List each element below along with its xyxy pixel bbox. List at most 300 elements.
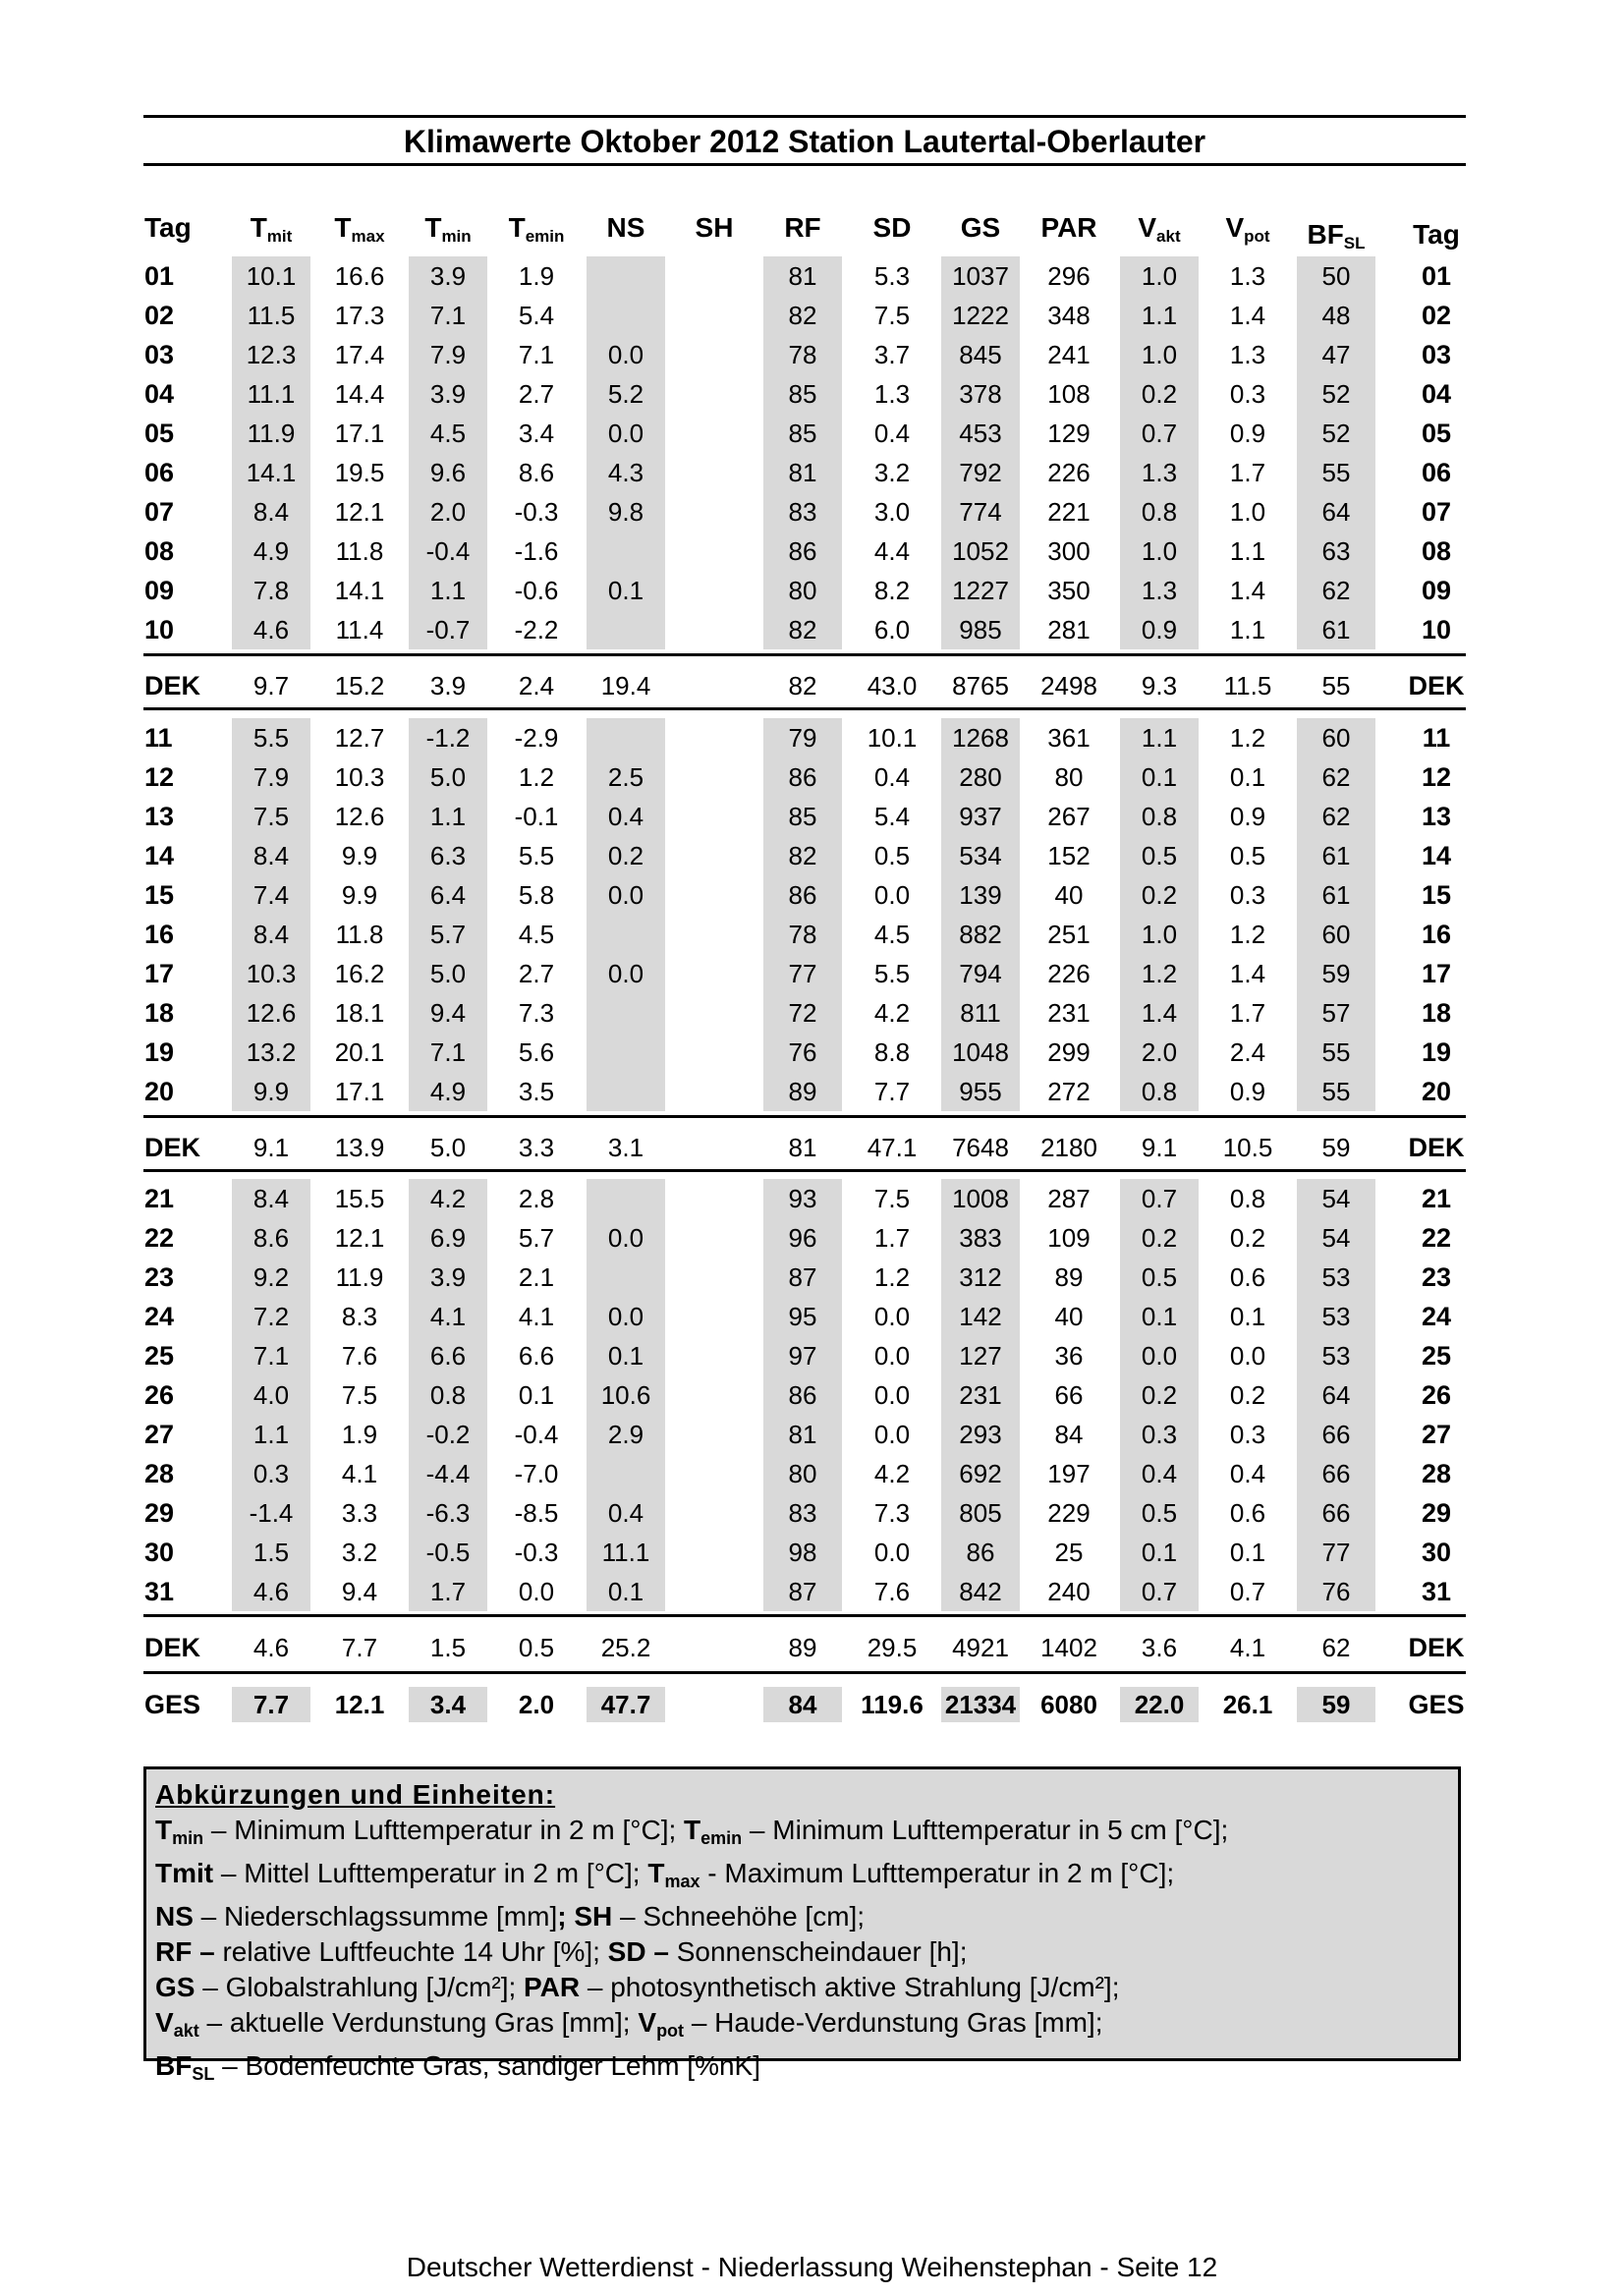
header-tag-right (1407, 215, 1466, 254)
legend-line (155, 1813, 1449, 1856)
cell-tag: 30 (144, 1538, 175, 1567)
cell-temin: 4.1 (518, 1302, 555, 1331)
cell-rf: 86 (788, 880, 817, 910)
cell-tmit: 12.6 (246, 998, 297, 1028)
cell-temin: 6.6 (518, 1341, 555, 1371)
cell-tmax: 15.5 (334, 1184, 385, 1213)
cell-par: 348 (1047, 301, 1091, 330)
cell-tmin: -0.2 (425, 1420, 471, 1449)
cell-bfsl: 54 (1321, 1184, 1351, 1213)
cell-ns (587, 1033, 665, 1072)
cell-sh (675, 1033, 754, 1072)
table-row (0, 1297, 1624, 1336)
cell-sd: 6.0 (873, 615, 911, 644)
cell-bfsl: 47 (1321, 340, 1351, 369)
cell-sh (675, 571, 754, 610)
cell-bfsl: 59 (1321, 1133, 1351, 1162)
cell-ns: 2.9 (607, 1420, 644, 1449)
legend-line (155, 1856, 1449, 1899)
cell-sh (675, 1454, 754, 1493)
cell-ns (587, 1454, 665, 1493)
cell-temin: 1.2 (518, 762, 555, 792)
cell-tag: 11 (144, 723, 173, 753)
title-top-rule (143, 115, 1466, 118)
cell-bfsl: 54 (1321, 1223, 1351, 1253)
cell-tmin: -4.4 (425, 1459, 471, 1488)
cell-tmin: 1.7 (429, 1577, 467, 1606)
cell-sd: 0.0 (873, 1380, 911, 1410)
cell-tag-right: 11 (1422, 723, 1451, 753)
legend-abbrev: RF – (155, 1936, 215, 1967)
decade-rule (143, 707, 1466, 710)
cell-tag-right: 15 (1421, 880, 1452, 910)
cell-tmax: 11.9 (335, 1262, 384, 1292)
cell-temin: -0.6 (514, 576, 559, 605)
table-row (0, 296, 1624, 335)
cell-tmax: 17.1 (334, 1077, 385, 1106)
cell-tmin: 9.4 (429, 998, 467, 1028)
cell-par: 231 (1047, 998, 1091, 1028)
cell-tag: 28 (144, 1459, 175, 1488)
cell-ns (587, 296, 665, 335)
legend-line (155, 1934, 1449, 1970)
cell-sd: 0.5 (873, 841, 911, 870)
cell-tag-right: DEK (1408, 671, 1465, 700)
cell-tag: 01 (144, 261, 175, 291)
legend-subscript: max (664, 1872, 700, 1891)
cell-par: 109 (1047, 1223, 1091, 1253)
cell-tag: 29 (144, 1498, 175, 1528)
cell-vpot: 0.9 (1229, 1077, 1266, 1106)
cell-temin: 5.4 (518, 301, 555, 330)
cell-bfsl: 62 (1321, 802, 1351, 831)
cell-tag: 07 (144, 497, 175, 527)
cell-rf: 78 (788, 340, 817, 369)
table-row (0, 1375, 1624, 1415)
legend-subscript: emin (700, 1828, 743, 1848)
cell-ns: 11.1 (601, 1538, 650, 1567)
cell-tag: 05 (144, 419, 175, 448)
table-row (0, 1179, 1624, 1218)
cell-vpot: 4.1 (1229, 1633, 1266, 1662)
cell-temin: 5.5 (518, 841, 555, 870)
cell-gs: 280 (959, 762, 1002, 792)
cell-ns: 47.7 (600, 1690, 651, 1719)
decade-rule (143, 1169, 1466, 1172)
cell-sh (675, 757, 754, 797)
cell-temin: 3.5 (518, 1077, 555, 1106)
cell-bfsl: 77 (1321, 1538, 1351, 1567)
table-row (0, 492, 1624, 532)
cell-vakt: 9.3 (1141, 671, 1178, 700)
cell-rf: 78 (788, 920, 817, 949)
cell-ns: 4.3 (607, 458, 644, 487)
cell-tag: 09 (144, 576, 175, 605)
header-ns (587, 208, 665, 248)
cell-par: 2498 (1040, 671, 1097, 700)
cell-tmin: 7.1 (429, 1037, 467, 1067)
cell-tmin: 4.1 (429, 1302, 467, 1331)
cell-vakt: 0.9 (1141, 615, 1178, 644)
cell-temin: -2.2 (514, 615, 559, 644)
cell-tmin: 9.6 (429, 458, 467, 487)
cell-rf: 98 (788, 1538, 817, 1567)
cell-sh (675, 915, 754, 954)
cell-vpot: 0.7 (1229, 1577, 1266, 1606)
cell-ns (587, 1258, 665, 1297)
cell-par: 287 (1047, 1184, 1091, 1213)
cell-sd: 4.4 (873, 536, 911, 566)
cell-sd: 4.2 (873, 1459, 911, 1488)
cell-gs: 8765 (952, 671, 1009, 700)
header-main: GS (960, 212, 1001, 243)
cell-temin: 2.4 (518, 671, 555, 700)
cell-bfsl: 63 (1321, 536, 1351, 566)
cell-tmax: 11.4 (335, 615, 384, 644)
cell-par: 240 (1047, 1577, 1091, 1606)
legend-text: Sonnenscheindauer [h]; (668, 1936, 968, 1967)
cell-tmax: 7.5 (341, 1380, 378, 1410)
cell-gs: 882 (959, 920, 1002, 949)
cell-tmit: 7.8 (252, 576, 290, 605)
cell-temin: 5.7 (518, 1223, 555, 1253)
cell-gs: 805 (959, 1498, 1002, 1528)
legend-abbrev: Tmit (155, 1858, 214, 1888)
legend-abbrev: ; SH (557, 1901, 613, 1932)
cell-tmit: 10.3 (246, 959, 297, 988)
cell-gs: 774 (959, 497, 1002, 527)
cell-rf: 82 (788, 615, 817, 644)
cell-temin: -2.9 (514, 723, 559, 753)
cell-ns: 0.1 (607, 576, 644, 605)
cell-rf: 97 (788, 1341, 817, 1371)
legend-text: – Minimum Lufttemperatur in 5 cm [°C]; (742, 1815, 1229, 1845)
header-tmin (409, 208, 487, 248)
header-vpot (1208, 208, 1287, 248)
cell-tag-right: 19 (1421, 1037, 1452, 1067)
cell-sh (675, 1493, 754, 1533)
header-sub: akt (1156, 227, 1181, 246)
table-row (0, 1258, 1624, 1297)
cell-rf: 85 (788, 419, 817, 448)
cell-sh (675, 414, 754, 453)
cell-sd: 0.4 (873, 419, 911, 448)
cell-sh (675, 1375, 754, 1415)
cell-gs: 139 (959, 880, 1002, 910)
cell-vakt: 0.1 (1141, 762, 1178, 792)
cell-tmax: 12.1 (334, 1690, 385, 1719)
cell-tmit: 14.1 (246, 458, 297, 487)
cell-temin: 7.1 (518, 340, 555, 369)
cell-ns (587, 1179, 665, 1218)
cell-par: 66 (1054, 1380, 1084, 1410)
cell-bfsl: 66 (1321, 1420, 1351, 1449)
header-main: T (334, 212, 352, 243)
header-sub: min (441, 227, 472, 246)
cell-vakt: 22.0 (1134, 1690, 1185, 1719)
cell-tag: 08 (144, 536, 175, 566)
cell-ns: 0.4 (607, 802, 644, 831)
cell-sh (675, 1572, 754, 1611)
cell-vakt: 1.0 (1141, 920, 1178, 949)
cell-par: 40 (1054, 880, 1084, 910)
cell-temin: 2.1 (518, 1262, 555, 1292)
cell-gs: 21334 (944, 1690, 1017, 1719)
cell-tag: DEK (144, 1633, 201, 1662)
cell-tmin: 1.1 (429, 576, 467, 605)
cell-tmin: -1.2 (425, 723, 471, 753)
cell-tmit: 4.9 (252, 536, 290, 566)
cell-sd: 3.2 (873, 458, 911, 487)
cell-vpot: 1.7 (1229, 998, 1266, 1028)
cell-tag: 19 (144, 1037, 175, 1067)
cell-tmax: 15.2 (334, 671, 385, 700)
cell-tag-right: 17 (1421, 959, 1452, 988)
header-gs (941, 208, 1020, 248)
cell-bfsl: 53 (1321, 1262, 1351, 1292)
cell-sd: 4.5 (873, 920, 911, 949)
cell-rf: 79 (788, 723, 817, 753)
cell-bfsl: 52 (1321, 379, 1351, 409)
cell-vpot: 0.4 (1229, 1459, 1266, 1488)
cell-vpot: 1.4 (1229, 301, 1266, 330)
cell-bfsl: 59 (1321, 959, 1351, 988)
cell-tag: 24 (144, 1302, 175, 1331)
cell-sd: 29.5 (867, 1633, 918, 1662)
cell-tmax: 7.7 (341, 1633, 378, 1662)
cell-sd: 1.2 (873, 1262, 911, 1292)
cell-sd: 0.0 (873, 1538, 911, 1567)
cell-tag-right: 25 (1421, 1341, 1452, 1371)
cell-vakt: 1.4 (1141, 998, 1178, 1028)
cell-temin: 8.6 (518, 458, 555, 487)
cell-temin: 7.3 (518, 998, 555, 1028)
cell-vakt: 0.8 (1141, 802, 1178, 831)
cell-tag-right: 13 (1421, 802, 1452, 831)
cell-ns: 0.0 (607, 419, 644, 448)
cell-temin: 2.7 (518, 959, 555, 988)
cell-sd: 5.4 (873, 802, 911, 831)
cell-tag: 25 (144, 1341, 175, 1371)
cell-par: 6080 (1040, 1690, 1097, 1719)
cell-tmin: 2.0 (429, 497, 467, 527)
cell-tmit: 1.1 (252, 1420, 290, 1449)
cell-tmin: -0.5 (425, 1538, 471, 1567)
cell-rf: 86 (788, 536, 817, 566)
cell-rf: 80 (788, 576, 817, 605)
table-header-row (0, 208, 1624, 252)
cell-ns (587, 718, 665, 757)
cell-tmin: 3.9 (429, 379, 467, 409)
table-row (0, 836, 1624, 875)
cell-vpot: 1.3 (1229, 340, 1266, 369)
cell-vakt: 1.1 (1141, 301, 1178, 330)
cell-bfsl: 61 (1321, 841, 1351, 870)
cell-tmax: 3.2 (341, 1538, 378, 1567)
cell-sd: 4.2 (873, 998, 911, 1028)
cell-tmax: 14.4 (334, 379, 385, 409)
cell-rf: 82 (788, 841, 817, 870)
table-row (0, 414, 1624, 453)
cell-sd: 7.5 (873, 1184, 911, 1213)
cell-tmit: 1.5 (252, 1538, 290, 1567)
cell-tag-right: 01 (1421, 261, 1452, 291)
cell-sh (675, 797, 754, 836)
cell-tag: 21 (144, 1184, 175, 1213)
cell-tag: 22 (144, 1223, 175, 1253)
cell-vakt: 0.4 (1141, 1459, 1178, 1488)
cell-sh (675, 610, 754, 649)
header-sub: mit (266, 227, 293, 246)
cell-ns: 2.5 (607, 762, 644, 792)
cell-tag-right: 29 (1421, 1498, 1452, 1528)
legend-line (155, 1970, 1449, 2005)
cell-rf: 81 (788, 261, 817, 291)
cell-vpot: 0.1 (1229, 1538, 1266, 1567)
cell-tag: GES (144, 1690, 201, 1719)
cell-temin: -0.3 (514, 497, 559, 527)
cell-par: 1402 (1040, 1633, 1097, 1662)
cell-par: 84 (1054, 1420, 1084, 1449)
cell-tmit: 8.4 (252, 497, 290, 527)
table-row (0, 954, 1624, 993)
header-bfsl (1297, 215, 1375, 254)
cell-par: 36 (1054, 1341, 1084, 1371)
cell-vpot: 1.2 (1229, 920, 1266, 949)
cell-vpot: 0.6 (1229, 1262, 1266, 1292)
cell-gs: 1037 (952, 261, 1009, 291)
cell-tag: 06 (144, 458, 175, 487)
legend-abbrev: T (155, 1815, 173, 1845)
cell-tmin: 0.8 (429, 1380, 467, 1410)
cell-tag-right: 22 (1421, 1223, 1452, 1253)
cell-vakt: 0.1 (1141, 1302, 1178, 1331)
cell-par: 229 (1047, 1498, 1091, 1528)
header-tmit (232, 208, 310, 248)
cell-sd: 0.0 (873, 1341, 911, 1371)
legend-abbrev: V (155, 2007, 174, 2038)
cell-par: 221 (1047, 497, 1091, 527)
cell-tmin: 6.4 (429, 880, 467, 910)
legend-abbrev: NS (155, 1901, 194, 1932)
header-sub: pot (1244, 227, 1270, 246)
cell-bfsl: 64 (1321, 1380, 1351, 1410)
cell-vpot: 0.1 (1229, 1302, 1266, 1331)
table-row (0, 1572, 1624, 1611)
cell-vpot: 0.9 (1229, 802, 1266, 831)
cell-tmax: 17.1 (334, 419, 385, 448)
cell-gs: 1048 (952, 1037, 1009, 1067)
cell-tmax: 19.5 (334, 458, 385, 487)
cell-gs: 4921 (952, 1633, 1009, 1662)
cell-vakt: 0.2 (1141, 1223, 1178, 1253)
cell-sd: 0.0 (873, 880, 911, 910)
cell-rf: 83 (788, 1498, 817, 1528)
cell-sd: 8.2 (873, 576, 911, 605)
cell-vpot: 0.3 (1229, 379, 1266, 409)
cell-tmit: 9.2 (252, 1262, 290, 1292)
cell-par: 129 (1047, 419, 1091, 448)
cell-ns (587, 610, 665, 649)
cell-par: 80 (1054, 762, 1084, 792)
cell-vakt: 0.0 (1141, 1341, 1178, 1371)
table-row (0, 797, 1624, 836)
cell-bfsl: 66 (1321, 1498, 1351, 1528)
cell-ns (587, 532, 665, 571)
cell-par: 267 (1047, 802, 1091, 831)
cell-gs: 794 (959, 959, 1002, 988)
cell-tmin: 6.3 (429, 841, 467, 870)
dek-row (0, 1628, 1624, 1667)
cell-tag: 17 (144, 959, 175, 988)
cell-tmit: 5.5 (252, 723, 290, 753)
cell-bfsl: 53 (1321, 1302, 1351, 1331)
cell-tag-right: DEK (1408, 1633, 1465, 1662)
cell-sd: 0.0 (873, 1302, 911, 1331)
cell-tmin: -6.3 (425, 1498, 471, 1528)
cell-par: 40 (1054, 1302, 1084, 1331)
cell-par: 226 (1047, 959, 1091, 988)
cell-ns: 0.0 (607, 340, 644, 369)
cell-tmit: 10.1 (246, 261, 297, 291)
cell-sd: 1.7 (873, 1223, 911, 1253)
cell-tag: DEK (144, 671, 201, 700)
legend-text: – Globalstrahlung [J/cm²]; (195, 1972, 525, 2002)
cell-sh (675, 1128, 754, 1167)
cell-tag-right: 06 (1421, 458, 1452, 487)
header-vakt (1120, 208, 1199, 248)
cell-rf: 96 (788, 1223, 817, 1253)
cell-ns: 3.1 (607, 1133, 644, 1162)
cell-tag-right: 09 (1421, 576, 1452, 605)
cell-tag: 15 (144, 880, 175, 910)
cell-tmin: 3.9 (429, 261, 467, 291)
cell-gs: 845 (959, 340, 1002, 369)
cell-ns: 0.1 (607, 1577, 644, 1606)
cell-bfsl: 55 (1321, 458, 1351, 487)
cell-temin: 0.0 (518, 1577, 555, 1606)
cell-tmit: 9.7 (252, 671, 290, 700)
cell-bfsl: 62 (1321, 1633, 1351, 1662)
cell-bfsl: 61 (1321, 615, 1351, 644)
cell-par: 350 (1047, 576, 1091, 605)
header-main: V (1225, 212, 1245, 243)
legend-box (143, 1766, 1461, 2084)
cell-vakt: 1.1 (1141, 723, 1178, 753)
cell-ns: 5.2 (607, 379, 644, 409)
cell-tag-right: 03 (1421, 340, 1452, 369)
header-main: SH (695, 212, 734, 243)
cell-tmax: 12.1 (334, 497, 385, 527)
cell-temin: 2.7 (518, 379, 555, 409)
header-temin (497, 208, 576, 248)
cell-bfsl: 60 (1321, 920, 1351, 949)
page-title: Klimawerte Oktober 2012 Station Lautertal-Oberlauter (403, 124, 1206, 159)
cell-vpot: 11.5 (1223, 671, 1272, 700)
cell-rf: 80 (788, 1459, 817, 1488)
cell-sh (675, 1258, 754, 1297)
table-row (0, 1336, 1624, 1375)
legend-line (155, 2048, 1449, 2092)
cell-gs: 955 (959, 1077, 1002, 1106)
cell-tag-right: 24 (1421, 1302, 1452, 1331)
cell-tag: 20 (144, 1077, 175, 1106)
legend-subscript: SL (192, 2064, 215, 2084)
legend-line (155, 2005, 1449, 2048)
cell-tmax: 18.1 (334, 998, 385, 1028)
header-sub: max (351, 227, 385, 246)
cell-tag: 03 (144, 340, 175, 369)
